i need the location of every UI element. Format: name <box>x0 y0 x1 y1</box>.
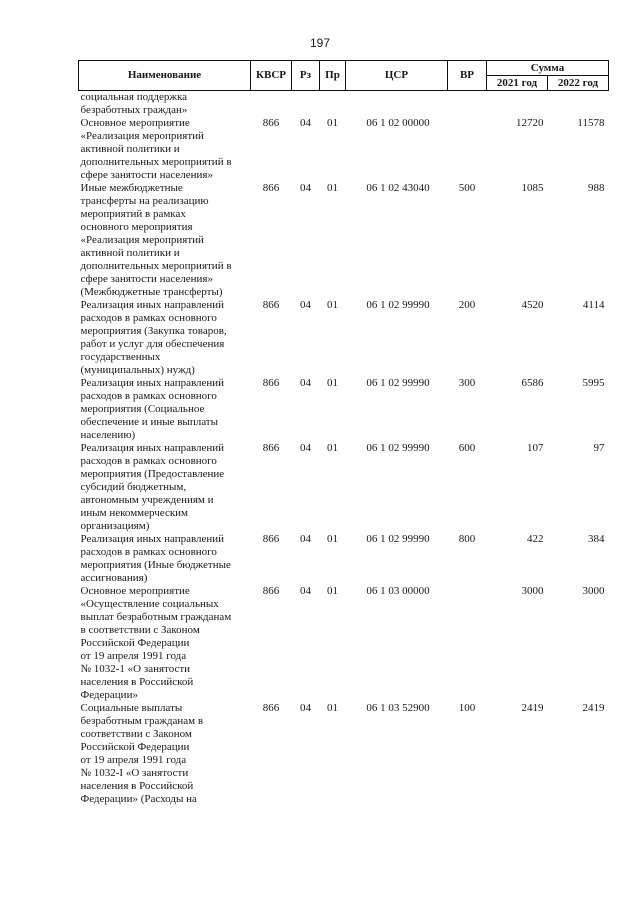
row-rz: 04 <box>300 377 311 389</box>
row-kvsr: 866 <box>262 377 280 389</box>
row-csr: 06 1 03 00000 <box>366 585 430 597</box>
row-sum-2021: 1085 <box>521 182 544 194</box>
row-pr <box>320 91 346 118</box>
row-sum-2022: 988 <box>588 182 605 194</box>
row-name-line: мероприятия (Иные бюджетные <box>80 559 231 571</box>
row-name-line: «Реализация мероприятий <box>80 130 204 142</box>
row-sum-2022: 11578 <box>577 117 605 129</box>
row-kvsr <box>251 91 292 118</box>
row-name-line: (муниципальных) нужд) <box>80 364 195 376</box>
table-row <box>79 91 609 118</box>
table-header <box>79 61 609 91</box>
row-sum-2022: 3000 <box>582 585 605 597</box>
row-csr: 06 1 02 43040 <box>366 182 430 194</box>
table-body <box>79 91 609 807</box>
row-vr <box>448 91 487 118</box>
row-csr: 06 1 03 52900 <box>366 702 430 714</box>
row-rz: 04 <box>300 585 311 597</box>
row-name-line: Социальные выплаты <box>80 702 183 714</box>
row-sum-2021 <box>487 91 548 118</box>
row-name-line: иным некоммерческим <box>80 507 189 519</box>
row-name-line: в соответствии с Законом <box>80 624 200 636</box>
row-sum-2022: 5995 <box>582 377 605 389</box>
row-kvsr: 866 <box>262 299 280 311</box>
row-name-line: выплат безработным гражданам <box>80 611 232 623</box>
row-name-line: Федерации» <box>80 689 138 701</box>
row-name-line: организациям) <box>80 520 150 532</box>
row-pr: 01 <box>327 117 338 129</box>
row-name <box>79 182 251 299</box>
header-pr: Пр <box>320 61 346 91</box>
row-pr: 01 <box>327 182 338 194</box>
row-rz: 04 <box>300 702 311 714</box>
row-name-line: мероприятия (Закупка товаров, <box>80 325 227 337</box>
row-name-line: активной политики и <box>80 143 180 155</box>
row-name <box>79 117 251 182</box>
row-name-line: расходов в рамках основного <box>80 390 217 402</box>
row-sum-2022 <box>548 91 609 118</box>
row-sum-2021: 12720 <box>516 117 544 129</box>
header-vr: ВР <box>448 61 487 91</box>
row-pr: 01 <box>327 533 338 545</box>
row-vr: 800 <box>458 533 476 545</box>
row-csr: 06 1 02 99990 <box>366 377 430 389</box>
table-row <box>79 442 609 533</box>
row-csr: 06 1 02 00000 <box>366 117 430 129</box>
header-rz: Рз <box>292 61 320 91</box>
row-name-line: № 1032-1 «О занятости <box>80 663 191 675</box>
table-row <box>79 377 609 442</box>
row-sum-2022: 97 <box>593 442 605 454</box>
row-kvsr: 866 <box>262 182 280 194</box>
row-name <box>79 585 251 702</box>
row-name-line: Российской Федерации <box>80 637 190 649</box>
header-year-2022: 2022 год <box>548 76 609 91</box>
row-name-line: основного мероприятия <box>80 221 193 233</box>
row-rz: 04 <box>300 533 311 545</box>
row-name-line: социальная поддержка <box>80 91 188 103</box>
row-pr: 01 <box>327 377 338 389</box>
row-pr: 01 <box>327 585 338 597</box>
row-name-line: Реализация иных направлений <box>80 299 225 311</box>
row-name-line: соответствии с Законом <box>80 728 192 740</box>
row-name-line: Основное мероприятие <box>80 585 190 597</box>
row-name-line: трансферты на реализацию <box>80 195 209 207</box>
row-name-line: Основное мероприятие <box>80 117 190 129</box>
row-vr: 300 <box>458 377 476 389</box>
row-name <box>79 377 251 442</box>
row-name-line: сфере занятости населения» <box>80 169 213 181</box>
row-name-line: Реализация иных направлений <box>80 442 225 454</box>
table-row <box>79 585 609 702</box>
row-name-line: работ и услуг для обеспечения <box>80 338 225 350</box>
table-row <box>79 182 609 299</box>
table-row <box>79 117 609 182</box>
row-name-line: обеспечение и иные выплаты <box>80 416 218 428</box>
row-name-line: ассигнования) <box>80 572 148 584</box>
row-name-line: населению) <box>80 429 136 441</box>
row-name <box>79 91 251 118</box>
row-name-line: государственных <box>80 351 161 363</box>
row-name-line: безработным гражданам в <box>80 715 204 727</box>
row-name-line: активной политики и <box>80 247 180 259</box>
row-csr: 06 1 02 99990 <box>366 442 430 454</box>
row-rz: 04 <box>300 442 311 454</box>
row-name-line: № 1032-I «О занятости <box>80 767 189 779</box>
row-vr: 200 <box>458 299 476 311</box>
table-row <box>79 702 609 806</box>
row-vr: 600 <box>458 442 476 454</box>
table-row <box>79 533 609 585</box>
row-sum-2022: 4114 <box>582 299 605 311</box>
header-kvsr: КВСР <box>251 61 292 91</box>
row-kvsr: 866 <box>262 585 280 597</box>
row-sum-2021: 4520 <box>521 299 544 311</box>
row-name-line: Реализация иных направлений <box>80 533 225 545</box>
row-name-line: дополнительных мероприятий в <box>80 156 232 168</box>
row-name-line: Российской Федерации <box>80 741 190 753</box>
row-name-line: Реализация иных направлений <box>80 377 225 389</box>
row-name-line: мероприятий в рамках <box>80 208 186 220</box>
row-name-line: безработных граждан» <box>80 104 188 116</box>
row-sum-2021: 6586 <box>521 377 544 389</box>
row-name <box>79 533 251 585</box>
row-name-line: мероприятия (Социальное <box>80 403 205 415</box>
row-kvsr: 866 <box>262 533 280 545</box>
row-name-line: Федерации» (Расходы на <box>80 793 197 805</box>
row-name-line: населения в Российской <box>80 780 194 792</box>
row-name-line: (Межбюджетные трансферты) <box>80 286 223 298</box>
row-kvsr: 866 <box>262 117 280 129</box>
row-sum-2021: 3000 <box>521 585 544 597</box>
row-name-line: мероприятия (Предоставление <box>80 468 225 480</box>
row-rz: 04 <box>300 182 311 194</box>
row-csr: 06 1 02 99990 <box>366 533 430 545</box>
row-name <box>79 442 251 533</box>
header-sum: Сумма <box>487 61 609 76</box>
row-name-line: расходов в рамках основного <box>80 546 217 558</box>
row-pr: 01 <box>327 299 338 311</box>
budget-table <box>78 60 609 806</box>
page-number: 197 <box>309 36 331 50</box>
row-sum-2021: 422 <box>527 533 544 545</box>
row-name-line: дополнительных мероприятий в <box>80 260 232 272</box>
header-csr: ЦСР <box>346 61 448 91</box>
row-csr: 06 1 02 99990 <box>366 299 430 311</box>
row-sum-2022: 2419 <box>582 702 605 714</box>
row-rz: 04 <box>300 117 311 129</box>
row-kvsr: 866 <box>262 702 280 714</box>
row-vr: 100 <box>458 702 476 714</box>
row-vr <box>448 117 487 182</box>
row-pr: 01 <box>327 702 338 714</box>
row-name-line: от 19 апреля 1991 года <box>80 650 187 662</box>
row-name <box>79 702 251 806</box>
table-row <box>79 299 609 377</box>
row-kvsr: 866 <box>262 442 280 454</box>
row-vr <box>448 585 487 702</box>
row-rz: 04 <box>300 299 311 311</box>
row-name-line: расходов в рамках основного <box>80 312 217 324</box>
row-name <box>79 299 251 377</box>
row-name-line: расходов в рамках основного <box>80 455 217 467</box>
row-name-line: населения в Российской <box>80 676 194 688</box>
row-rz <box>292 91 320 118</box>
row-name-line: автономным учреждениям и <box>80 494 214 506</box>
header-year-2021: 2021 год <box>487 76 548 91</box>
header-name: Наименование <box>79 61 251 91</box>
row-name-line: субсидий бюджетным, <box>80 481 187 493</box>
row-vr: 500 <box>458 182 476 194</box>
row-name-line: от 19 апреля 1991 года <box>80 754 187 766</box>
row-sum-2022: 384 <box>588 533 605 545</box>
row-name-line: сфере занятости населения» <box>80 273 213 285</box>
row-name-line: «Осуществление социальных <box>80 598 219 610</box>
row-csr <box>346 91 448 118</box>
row-sum-2021: 2419 <box>521 702 544 714</box>
row-pr: 01 <box>327 442 338 454</box>
row-sum-2021: 107 <box>527 442 544 454</box>
row-name-line: Иные межбюджетные <box>80 182 183 194</box>
row-name-line: «Реализация мероприятий <box>80 234 204 246</box>
